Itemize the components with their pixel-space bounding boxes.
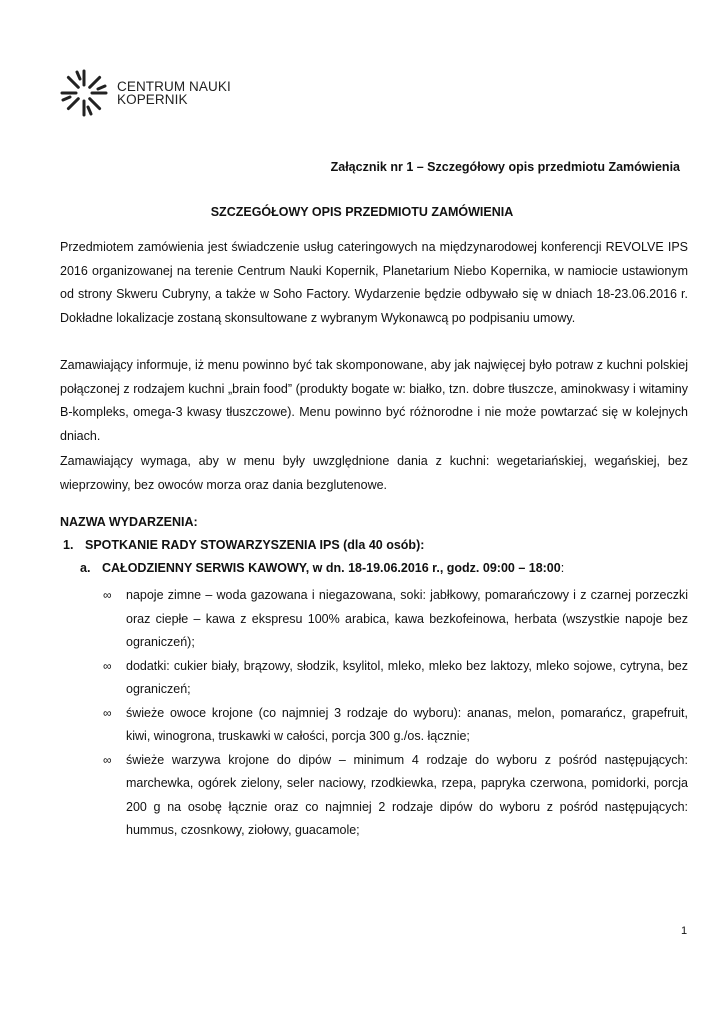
infinity-bullet-icon: ∞ bbox=[103, 752, 112, 767]
list-number: 1. bbox=[63, 538, 74, 552]
paragraph-menu-requirements: Zamawiający wymaga, aby w menu były uwzględnione dania z kuchni: wegetariańskiej, wegańskiej, bez wieprzowiny, bez owoców morza oraz dania bezglutenowe. bbox=[60, 454, 688, 492]
bullet-text: napoje zimne – woda gazowana i niegazowana, soki: jabłkowy, pomarańczowy i z czarnej porzeczki oraz ciepłe – kawa z ekspresu 100% arabica, kawa bezkofeinowa, herbata (wszystkie napoje bez ograniczeń); bbox=[126, 588, 688, 649]
infinity-bullet-icon: ∞ bbox=[103, 705, 112, 720]
paragraph-intro: Przedmiotem zamówienia jest świadczenie usług cateringowych na międzynarodowej konferencji REVOLVE IPS 2016 organizowanej na terenie Centrum Nauki Kopernik, Planetarium Niebo Kopernika, w namiocie ustawionym od strony Skweru Cubryny, a także w Soho Factory. Wydarzenie będzie odbywało się w dniach 18-23.06.2016 r. Dokładne lokalizacje zostaną skonsultowane z wybranym Wykonawcą po podpisaniu umowy. bbox=[60, 240, 688, 325]
bullet-text: świeże warzywa krojone do dipów – minimum 4 rodzaje do wyboru z pośród następujących: marchewka, ogórek zielony, seler naciowy, rzodkiewka, rzepa, papryka czerwona, pomidorki, porcja 200 g na osobę łącznie oraz co najmniej 2 rodzaje dipów do wyboru z pośród następujących: hummus, czosnkowy, ziołowy, guacamole; bbox=[126, 752, 688, 837]
section-heading: NAZWA WYDARZENIA: bbox=[60, 515, 198, 529]
bullet-text: dodatki: cukier biały, brązowy, słodzik, ksylitol, mleko, mleko bez laktozy, mleko sojowe, cytryna, bez ograniczeń; bbox=[126, 658, 688, 696]
bullet-item bbox=[103, 702, 688, 749]
bullet-item bbox=[103, 749, 688, 843]
bullet-list bbox=[103, 584, 688, 843]
list-letter: a. bbox=[80, 561, 91, 575]
logo-line-1: CENTRUM NAUKI bbox=[117, 79, 231, 94]
document-title: SZCZEGÓŁOWY OPIS PRZEDMIOTU ZAMÓWIENIA bbox=[210, 205, 514, 219]
list-item-text: SPOTKANIE RADY STOWARZYSZENIA IPS (dla 40 osób): bbox=[85, 538, 425, 552]
bullet-text: świeże owoce krojone (co najmniej 3 rodzaje do wyboru): ananas, melon, pomarańcz, grapefruit, kiwi, winogrona, truskawki w całości, porcja 300 g./os. łącznie; bbox=[126, 705, 688, 743]
logo-line-2: KOPERNIK bbox=[117, 92, 188, 107]
paragraph-menu-info: Zamawiający informuje, iż menu powinno być tak skomponowane, aby jak najwięcej było potraw z kuchni polskiej połączonej z rodzajem kuchni „brain food” (produkty bogate w: białko, tzn. dobre tłuszcze, aminokwasy i witaminy B-kompleks, omega-3 kwasy tłuszczowe). Menu powinno być różnorodne i nie może powtarzać się w kolejnych dniach. bbox=[60, 358, 688, 443]
list-item-text: CAŁODZIENNY SERWIS KAWOWY, w dn. 18-19.06.2016 r., godz. 09:00 – 18:00 bbox=[102, 561, 561, 575]
annex-title: Załącznik nr 1 – Szczegółowy opis przedmiotu Zamówienia bbox=[330, 160, 680, 174]
bullet-item bbox=[103, 655, 688, 702]
page-number: 1 bbox=[681, 925, 688, 937]
list-item-level-2 bbox=[80, 561, 564, 575]
ckn-radial-sunburst-logo-icon bbox=[58, 67, 110, 119]
list-item-level-1 bbox=[63, 538, 424, 552]
list-item-colon: : bbox=[560, 561, 565, 575]
ckn-logo bbox=[58, 66, 238, 120]
infinity-bullet-icon: ∞ bbox=[103, 658, 112, 673]
logo-wordmark bbox=[117, 80, 231, 106]
bullet-item bbox=[103, 584, 688, 655]
infinity-bullet-icon: ∞ bbox=[103, 588, 112, 602]
